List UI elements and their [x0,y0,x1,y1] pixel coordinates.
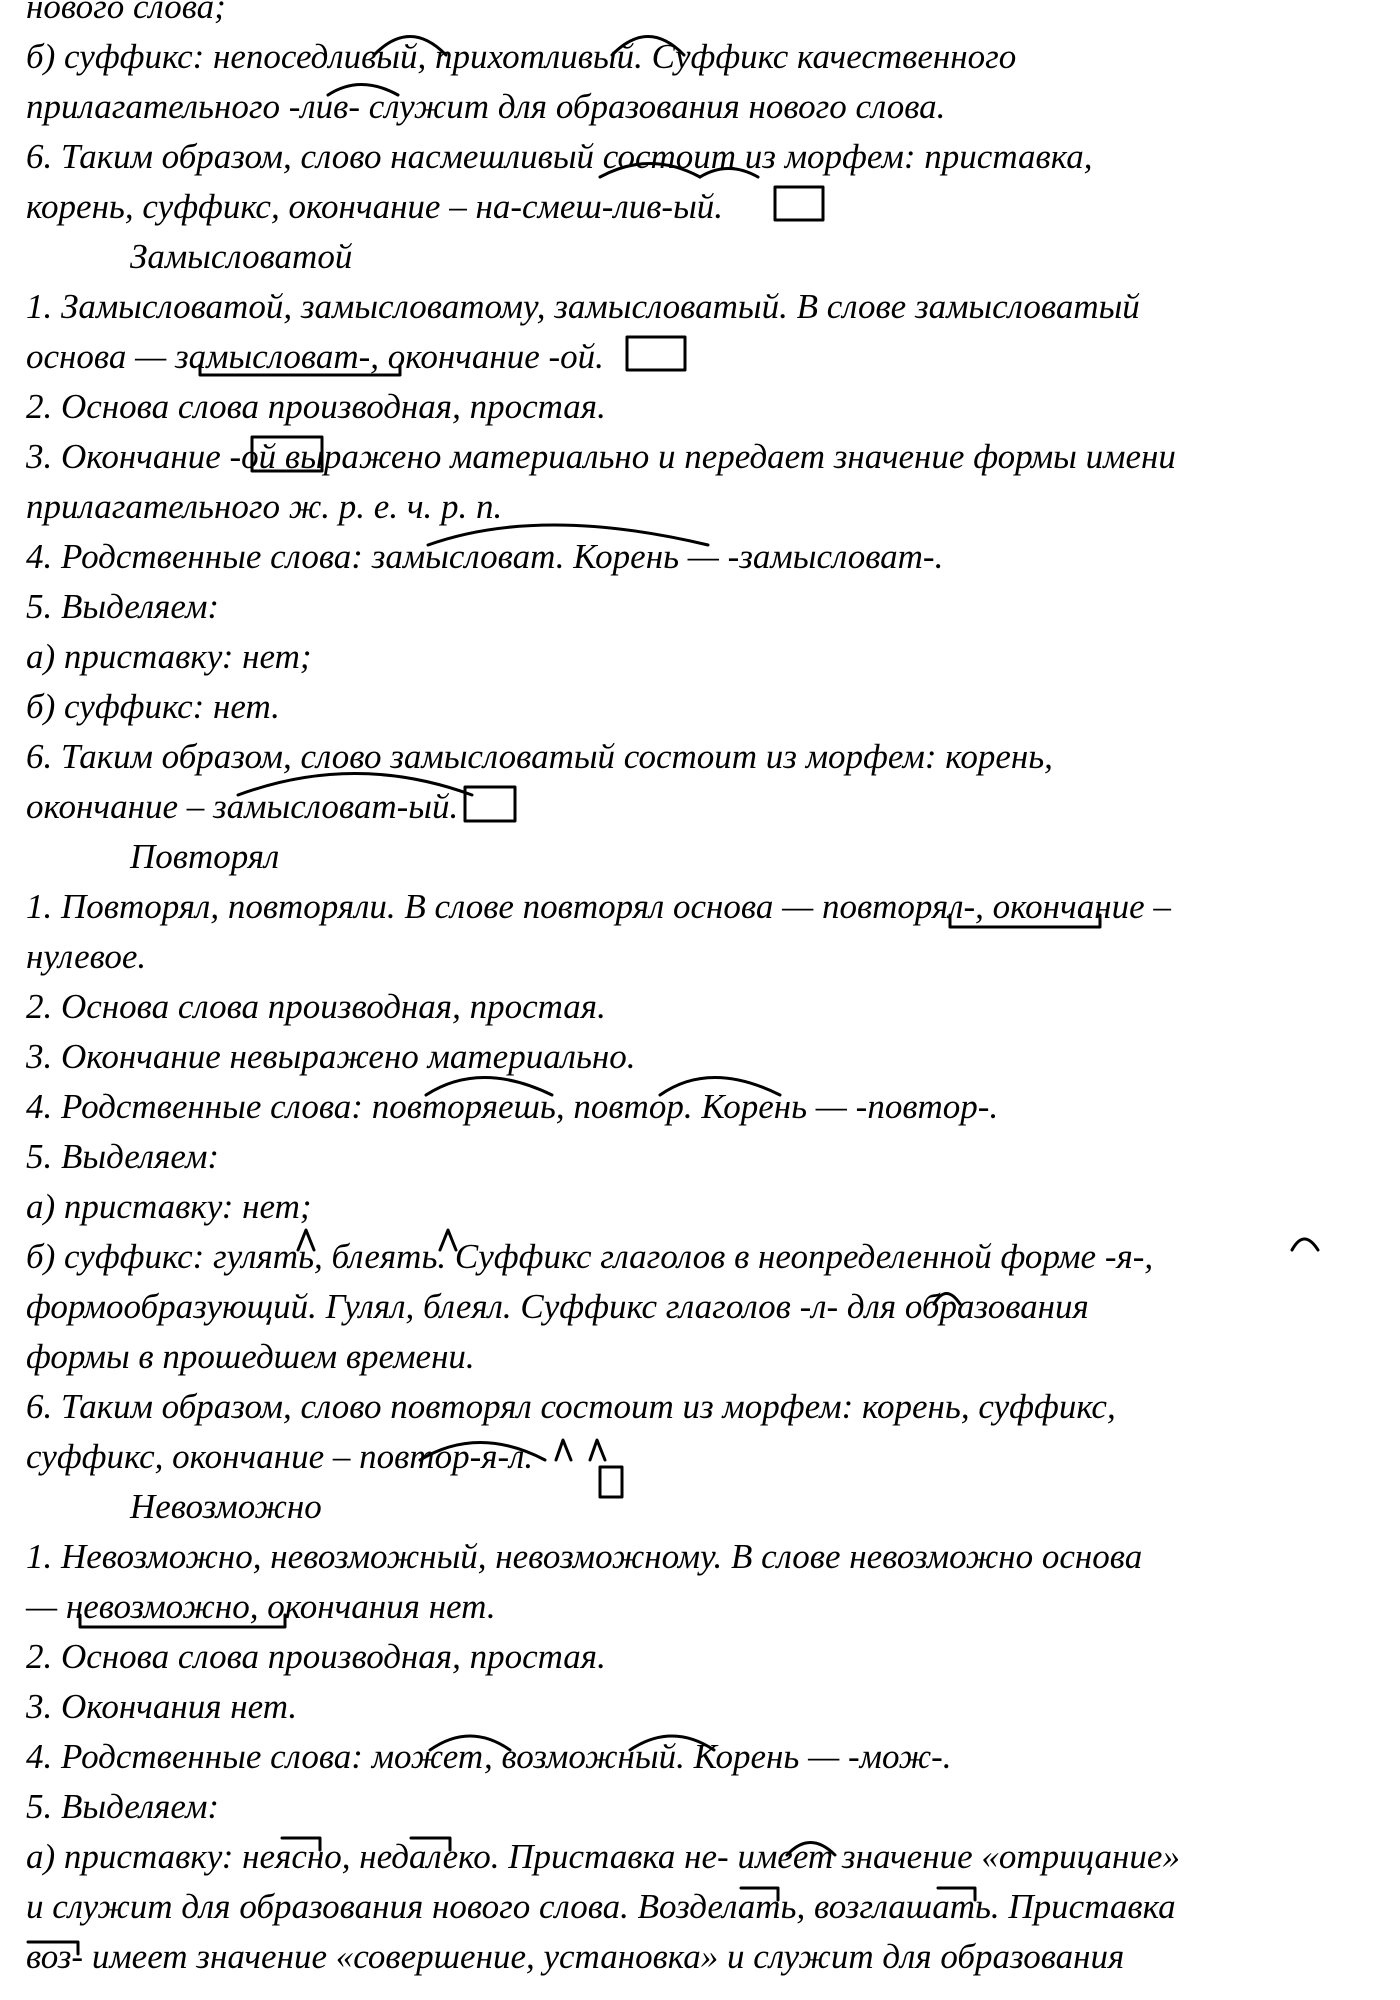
text-line: 4. Родственные слова: повторяешь, повтор. Корень — -повтор-. [26,1087,999,1126]
text-line: 5. Выделяем: [26,587,220,626]
text-line: окончание – замысловат-ый. [26,787,459,826]
text-line: воз- имеет значение «совершение, установка» и служит для образования [26,1937,1125,1976]
text-line: 6. Таким образом, слово замысловатый состоит из морфем: корень, [26,737,1053,776]
text-line: 2. Основа слова производная, простая. [26,1637,606,1676]
text-line: 1. Невозможно, невозможный, невозможному. В слове невозможно основа [26,1537,1143,1576]
text-line: 6. Таким образом, слово насмешливый состоит из морфем: приставка, [26,137,1093,176]
suffix-caret [590,1440,605,1460]
section-heading: Невозможно [130,1487,322,1526]
text-line: 4. Родственные слова: замысловат. Корень — -замысловат-. [26,537,944,576]
ending-box [600,1467,622,1497]
text-line: нового слова; [26,0,226,26]
text-line: б) суффикс: нет. [26,687,280,726]
text-line: 4. Родственные слова: может, возможный. Корень — -мож-. [26,1737,952,1776]
text-line: 6. Таким образом, слово повторял состоит из морфем: корень, суффикс, [26,1387,1116,1426]
text-line: прилагательного -лив- служит для образования нового слова. [26,87,946,126]
text-line: суффикс, окончание – повтор-я-л. [26,1437,534,1476]
text-line: 2. Основа слова производная, простая. [26,987,606,1026]
text-line: 3. Окончание -ой выражено материально и передает значение формы имени [26,437,1176,476]
text-line: б) суффикс: гулять, блеять. Суффикс глаголов в неопределенной форме -я-, [26,1237,1154,1276]
text-line: 3. Окончания нет. [26,1687,298,1726]
section-heading: Повторял [130,837,280,876]
text-line: основа — замысловат-, окончание -ой. [26,337,604,376]
text-line: 5. Выделяем: [26,1787,220,1826]
text-line: 2. Основа слова производная, простая. [26,387,606,426]
text-line: прилагательного ж. р. е. ч. р. п. [26,487,503,526]
text-line: б) суффикс: непоседливый, прихотливый. Суффикс качественного [26,37,1017,76]
text-line: а) приставку: нет; [26,637,312,676]
text-line: и служит для образования нового слова. Возделать, возглашать. Приставка [26,1887,1176,1926]
text-line: 1. Повторял, повторяли. В слове повторял основа — повторял-, окончание – [26,887,1171,926]
section-heading: Замысловатой [130,237,353,276]
text-line: формы в прошедшем времени. [26,1337,475,1376]
text-line: а) приставку: неясно, недалеко. Приставка не- имеет значение «отрицание» [26,1837,1180,1876]
text-line: формообразующий. Гулял, блеял. Суффикс глаголов -л- для образования [26,1287,1089,1326]
text-line: корень, суффикс, окончание – на-смеш-лив-ый. [26,187,724,226]
suffix-arc [1292,1239,1318,1250]
text-line: 1. Замысловатой, замысловатому, замысловатый. В слове замысловатый [26,287,1140,326]
text-line: 5. Выделяем: [26,1137,220,1176]
ending-box [775,187,823,220]
text-line: а) приставку: нет; [26,1187,312,1226]
text-line: нулевое. [26,937,147,976]
ending-box [627,337,685,370]
text-line: — невозможно, окончания нет. [26,1587,496,1626]
ending-box [465,787,515,821]
text-line: 3. Окончание невыражено материально. [26,1037,636,1076]
suffix-caret [556,1440,571,1460]
